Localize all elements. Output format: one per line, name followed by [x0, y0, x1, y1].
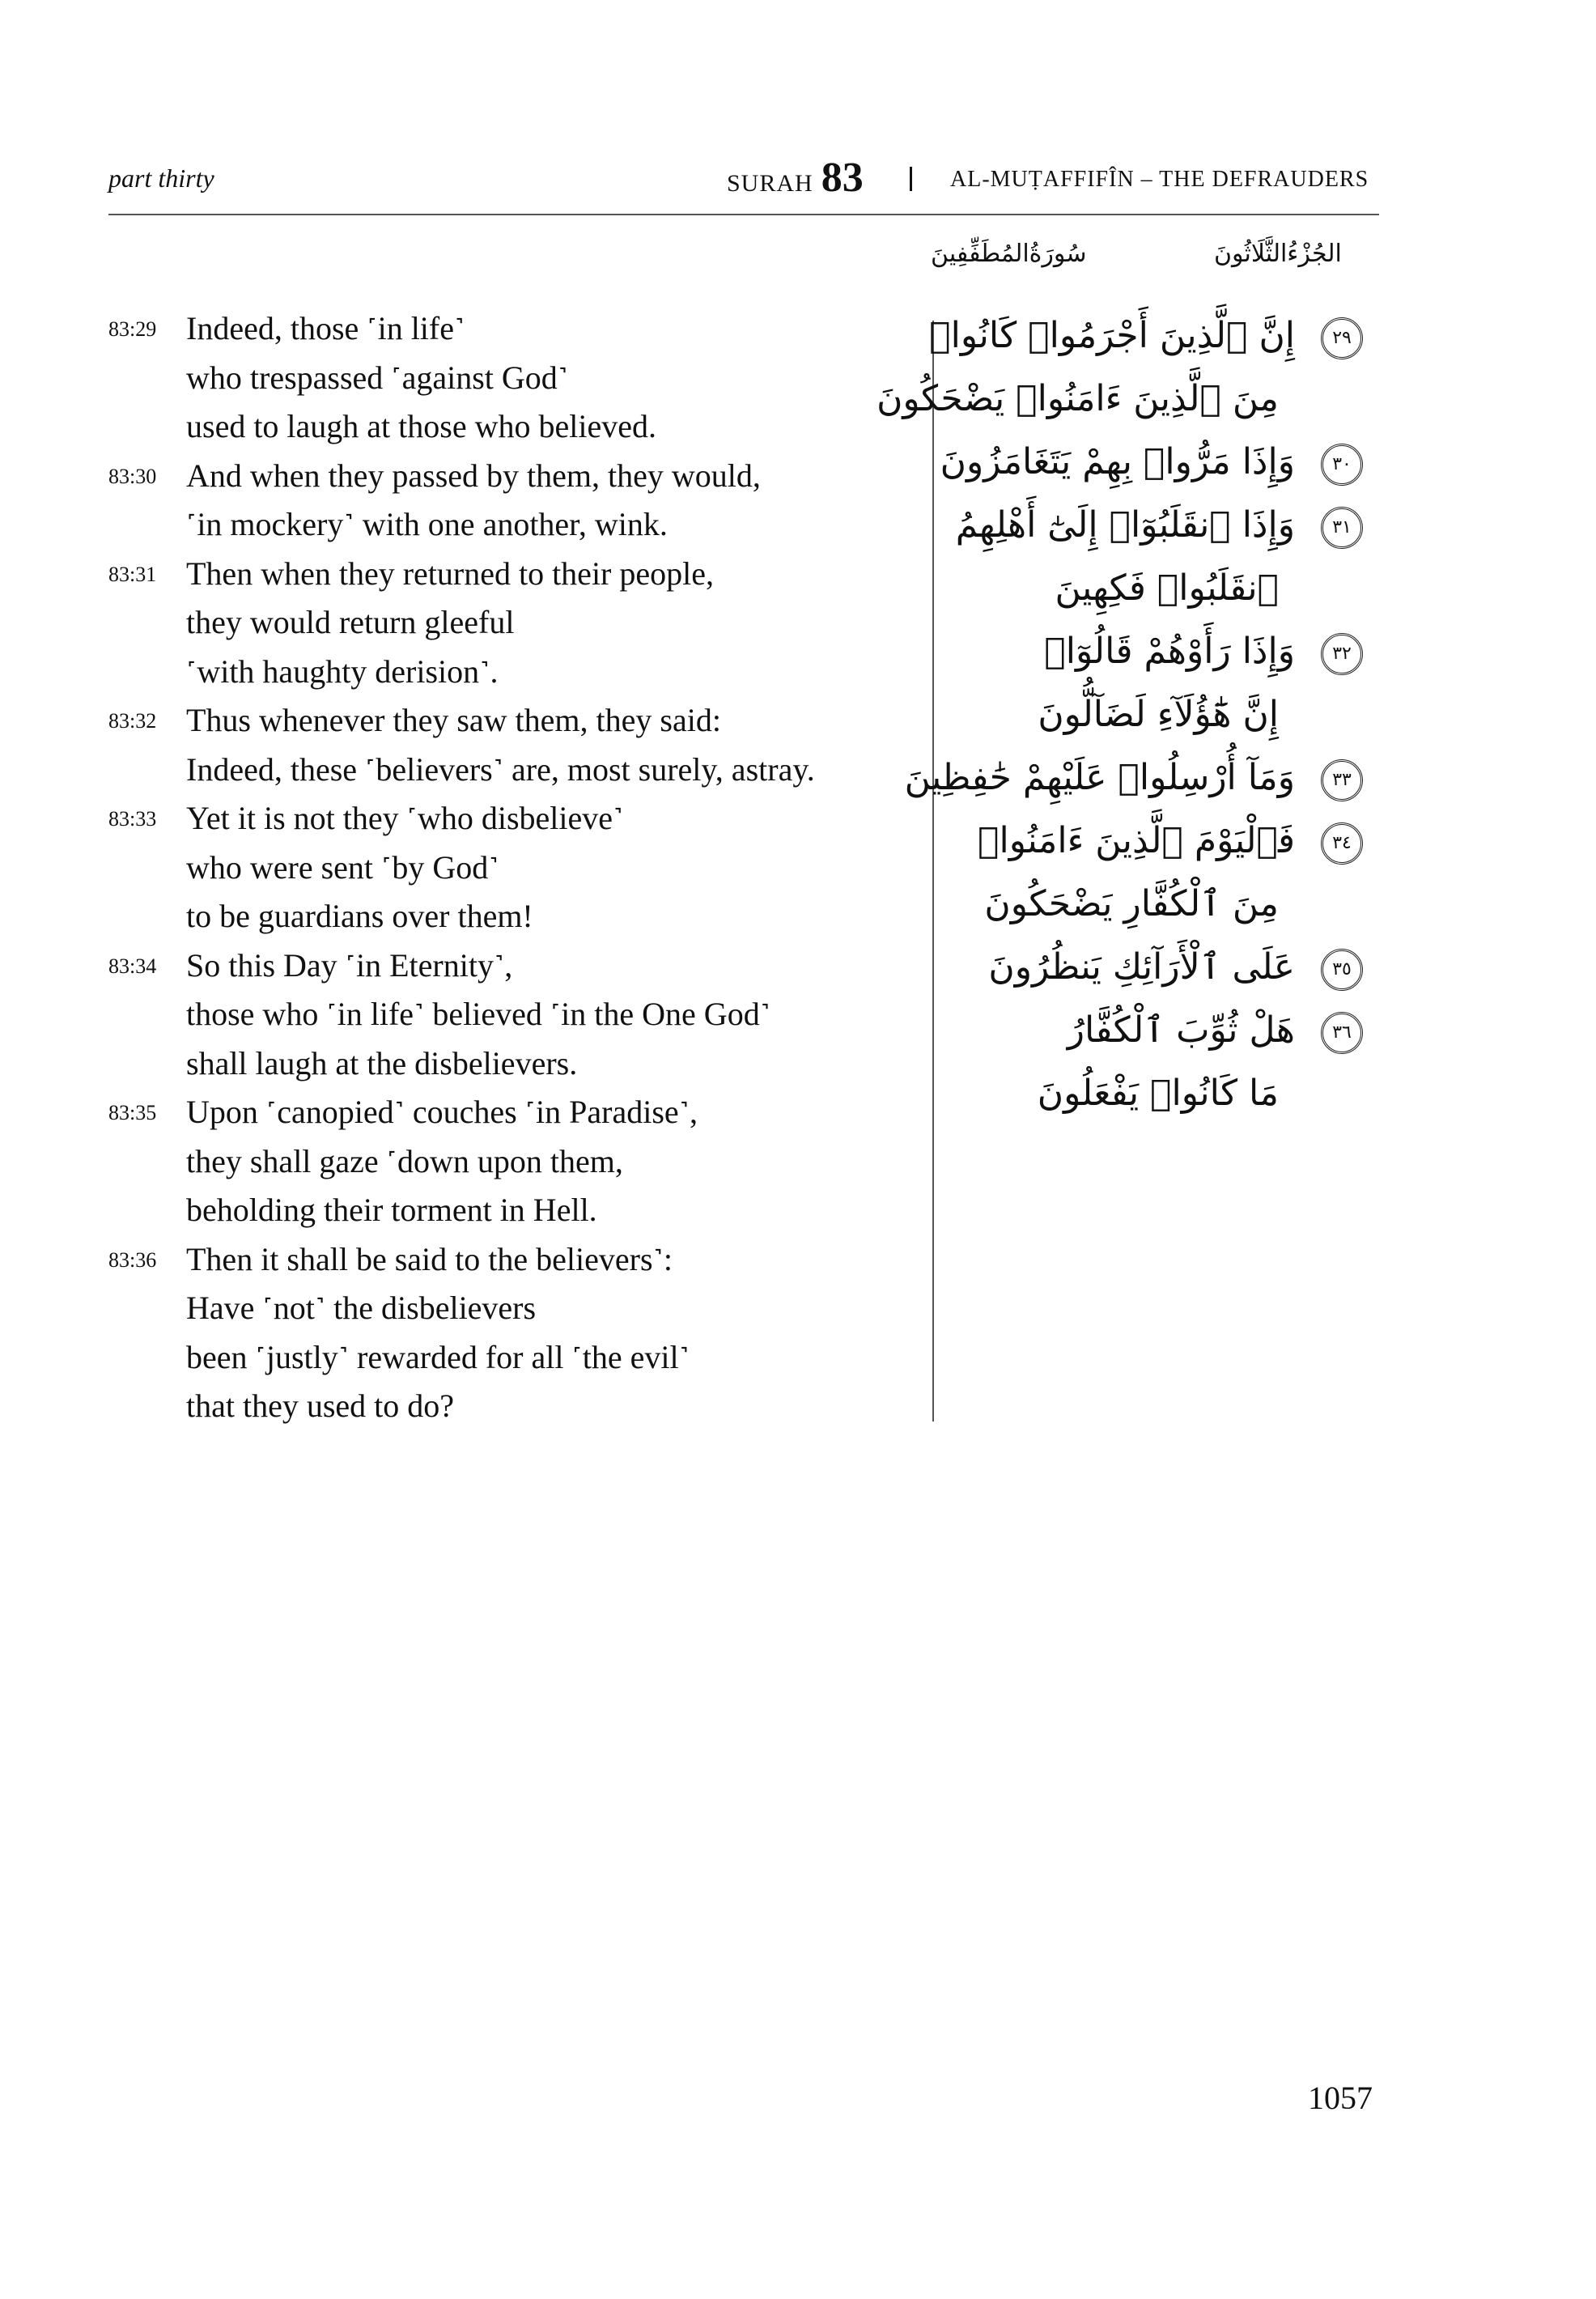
verse [108, 550, 918, 697]
arabic-line [955, 620, 1368, 683]
verse-line: Upon ˹canopied˺ couches ˹in Paradise˺, [186, 1094, 698, 1130]
verse-line: used to laugh at those who believed. [186, 408, 656, 444]
arabic-line [955, 810, 1368, 873]
arabic-text: مَا كَانُوا۟ يَفْعَلُونَ [1037, 1073, 1279, 1114]
arabic-text: إِنَّ ٱلَّذِينَ أَجْرَمُوا۟ كَانُوا۟ [929, 315, 1295, 356]
verse-line: they shall gaze ˹down upon them, [186, 1142, 623, 1179]
header-separator [910, 167, 912, 191]
arabic-line [955, 683, 1368, 746]
arabic-text: إِنَّ هَٰٓؤُلَآءِ لَضَآلُّونَ [1038, 694, 1279, 735]
verse-line: been ˹justly˺ rewarded for all ˹the evil˺ [186, 1338, 690, 1375]
arabic-line [877, 368, 1368, 431]
verse-ref: 83:35 [108, 1101, 157, 1124]
surah-word: SURAH [727, 170, 813, 197]
arabic-text: هَلْ ثُوِّبَ ٱلْكُفَّارُ [1067, 1009, 1295, 1051]
page-number: 1057 [1308, 2080, 1373, 2116]
arabic-juz-label: الجُزْءُالثَّلَاثُونَ [1214, 240, 1342, 268]
verse-line: Have ˹not˺ the disbelievers [186, 1290, 537, 1326]
verse-ref: 83:30 [108, 464, 157, 488]
verse-line: Yet it is not they ˹who disbelieve˺ [186, 800, 624, 836]
header-rule [108, 214, 1379, 215]
arabic-column [877, 304, 1368, 1125]
verse-line: beholding their torment in Hell. [186, 1192, 597, 1228]
arabic-line [955, 1062, 1368, 1125]
verse-line: that they used to do? [186, 1387, 455, 1424]
verse-line: those who ˹in life˺ believed ˹in the One God˺ [186, 996, 771, 1032]
arabic-text: ٱنقَلَبُوا۟ فَكِهِينَ [1055, 567, 1279, 609]
part-label: part thirty [108, 164, 214, 193]
verse-line: ˹with haughty derision˺. [186, 652, 499, 690]
running-header [108, 154, 1379, 202]
arabic-text: فَٱلْيَوْمَ ٱلَّذِينَ ءَامَنُوا۟ [978, 820, 1295, 861]
arabic-line [955, 557, 1368, 620]
verse-number-medallion: ٣١ [1321, 507, 1363, 549]
arabic-text: وَمَآ أُرْسِلُوا۟ عَلَيْهِمْ حَٰفِظِينَ [904, 757, 1295, 798]
verse [108, 696, 918, 794]
verse [108, 1088, 918, 1235]
surah-heading [727, 154, 864, 202]
arabic-text: مِنَ ٱلَّذِينَ ءَامَنُوا۟ يَضْحَكُونَ [877, 378, 1279, 419]
verse-ref: 83:32 [108, 709, 157, 733]
arabic-line [955, 999, 1368, 1062]
verse-line: Then it shall be said to the believers˺: [186, 1240, 673, 1277]
arabic-line [955, 873, 1368, 936]
arabic-text: مِنَ ٱلْكُفَّارِ يَضْحَكُونَ [984, 883, 1279, 924]
verse-number-medallion: ٣٤ [1321, 822, 1363, 865]
arabic-line [955, 494, 1368, 557]
verse-line: Indeed, those ˹in life˺ [186, 310, 465, 346]
verse-line: ˹in mockery˺ with one another, wink. [186, 506, 668, 542]
verse-line: they would return gleeful [186, 604, 515, 640]
verse-line: to be guardians over them! [186, 898, 533, 934]
verse-line: Indeed, these ˹believers˺ are, most surely, astray. [186, 750, 815, 788]
verse-line: who were sent ˹by God˺ [186, 848, 499, 886]
arabic-line [940, 431, 1368, 494]
surah-title: AL-MUṬAFFIFÎN – THE DEFRAUDERS [950, 167, 1369, 192]
verse-line: Thus whenever they saw them, they said: [186, 702, 721, 738]
arabic-text: وَإِذَا رَأَوْهُمْ قَالُوٓا۟ [1044, 631, 1295, 672]
arabic-line [929, 304, 1368, 368]
verse-line: And when they passed by them, they would, [186, 457, 761, 494]
verse-ref: 83:33 [108, 807, 157, 831]
verse-number-medallion: ٢٩ [1321, 317, 1363, 359]
arabic-surah-label: سُورَةُالمُطَفِّفِينَ [931, 240, 1087, 268]
arabic-line [955, 936, 1368, 999]
verse-line: So this Day ˹in Eternity˺, [186, 946, 513, 984]
column-divider [932, 321, 934, 1421]
verse-number-medallion: ٣٥ [1321, 949, 1363, 991]
verse [108, 1235, 918, 1431]
surah-number: 83 [821, 155, 864, 201]
arabic-text: وَإِذَا ٱنقَلَبُوٓا۟ إِلَىٰٓ أَهْلِهِمُ [955, 504, 1295, 546]
verse [108, 304, 918, 452]
arabic-text: عَلَى ٱلْأَرَآئِكِ يَنظُرُونَ [988, 946, 1295, 988]
translation-column [108, 304, 918, 1431]
verse [108, 941, 918, 1089]
verse-number-medallion: ٣٦ [1321, 1012, 1363, 1054]
verse-ref: 83:29 [108, 317, 157, 341]
verse [108, 452, 918, 550]
verse-line: who trespassed ˹against God˺ [186, 359, 569, 396]
verse-line: shall laugh at the disbelievers. [186, 1044, 578, 1082]
verse-number-medallion: ٣٢ [1321, 633, 1363, 675]
verse-number-medallion: ٣٣ [1321, 759, 1363, 801]
verse [108, 794, 918, 941]
verse-ref: 83:31 [108, 562, 157, 586]
verse-ref: 83:34 [108, 954, 157, 978]
arabic-line [904, 746, 1368, 810]
arabic-text: وَإِذَا مَرُّوا۟ بِهِمْ يَتَغَامَزُونَ [940, 441, 1295, 482]
verse-ref: 83:36 [108, 1247, 157, 1272]
verse-line: Then when they returned to their people, [186, 555, 714, 592]
verse-number-medallion: ٣٠ [1321, 444, 1363, 486]
